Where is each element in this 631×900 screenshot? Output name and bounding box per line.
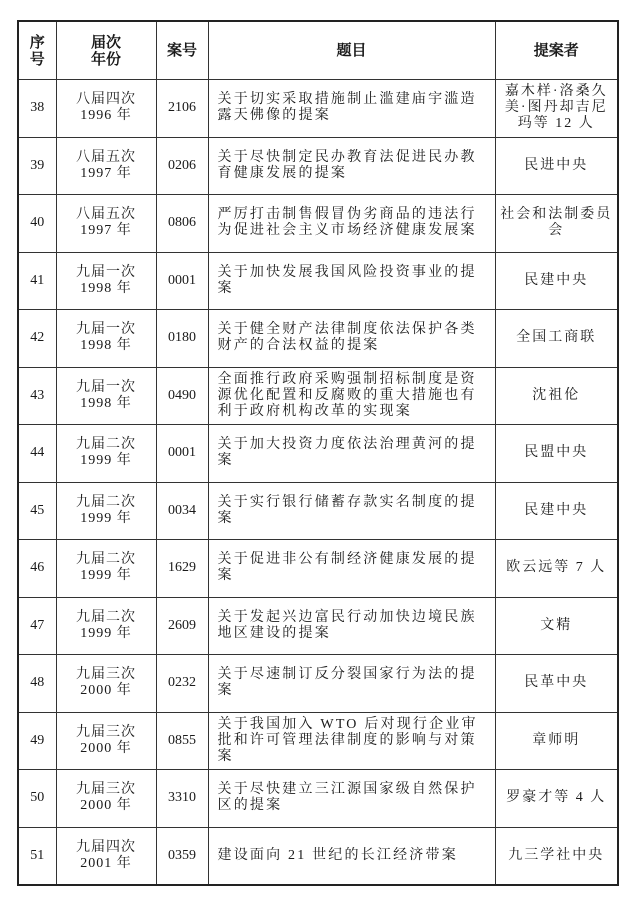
session-year: 1997 年 [80, 165, 132, 181]
header-no-line2: 号 [29, 49, 45, 68]
row-case-no: 0034 [156, 482, 208, 540]
row-proposer: 文精 [495, 597, 618, 655]
header-no-line1: 序 [29, 32, 45, 51]
session-year: 1999 年 [80, 568, 132, 584]
session-label: 九届二次 [76, 609, 136, 625]
row-title: 关于发起兴边富民行动加快边境民族地区建设的提案 [208, 597, 495, 655]
table-row [18, 252, 618, 310]
session-label: 八届四次 [76, 92, 136, 108]
row-no: 44 [18, 425, 56, 483]
row-proposer: 民革中央 [495, 655, 618, 713]
header-case-no: 案号 [156, 21, 208, 80]
row-session [56, 712, 156, 770]
table-row [18, 137, 618, 195]
row-session [56, 655, 156, 713]
session-label: 八届五次 [76, 207, 136, 223]
session-year: 2000 年 [80, 740, 132, 756]
session-year: 1999 年 [80, 510, 132, 526]
session-year: 1999 年 [80, 625, 132, 641]
row-proposer: 罗豪才等 4 人 [495, 770, 618, 828]
table-row [18, 655, 618, 713]
row-proposer: 民进中央 [495, 137, 618, 195]
table-row [18, 540, 618, 598]
session-label: 九届一次 [76, 322, 136, 338]
table-row [18, 425, 618, 483]
row-title: 关于促进非公有制经济健康发展的提案 [208, 540, 495, 598]
row-title: 严厉打击制售假冒伪劣商品的违法行为促进社会主义市场经济健康发展案 [208, 195, 495, 253]
session-label: 九届三次 [76, 782, 136, 798]
table-row [18, 367, 618, 425]
row-session [56, 137, 156, 195]
row-no: 41 [18, 252, 56, 310]
table-row [18, 827, 618, 885]
row-title: 关于加大投资力度依法治理黄河的提案 [208, 425, 495, 483]
row-no: 51 [18, 827, 56, 885]
row-case-no: 2106 [156, 80, 208, 138]
row-case-no: 0001 [156, 252, 208, 310]
row-title: 关于尽速制订反分裂国家行为法的提案 [208, 655, 495, 713]
row-proposer: 社会和法制委员会 [495, 195, 618, 253]
row-session [56, 80, 156, 138]
row-session [56, 770, 156, 828]
row-title: 关于实行银行储蓄存款实名制度的提案 [208, 482, 495, 540]
session-year: 1997 年 [80, 223, 132, 239]
session-year: 1998 年 [80, 338, 132, 354]
row-no: 38 [18, 80, 56, 138]
row-case-no: 0001 [156, 425, 208, 483]
session-label: 九届一次 [76, 379, 136, 395]
header-proposer: 提案者 [495, 21, 618, 80]
header-session [56, 21, 156, 80]
row-no: 39 [18, 137, 56, 195]
table-row [18, 80, 618, 138]
table-header-row [18, 21, 618, 80]
session-label: 九届二次 [76, 494, 136, 510]
row-case-no: 0855 [156, 712, 208, 770]
table-row [18, 482, 618, 540]
row-no: 42 [18, 310, 56, 368]
row-title: 关于加快发展我国风险投资事业的提案 [208, 252, 495, 310]
row-title: 关于我国加入 WTO 后对现行企业审批和许可管理法律制度的影响与对策案 [208, 712, 495, 770]
row-title: 关于健全财产法律制度依法保护各类财产的合法权益的提案 [208, 310, 495, 368]
row-no: 40 [18, 195, 56, 253]
row-title: 全面推行政府采购强制招标制度是资源优化配置和反腐败的重大措施也有利于政府机构改革的实现案 [208, 367, 495, 425]
row-proposer: 全国工商联 [495, 310, 618, 368]
row-proposer: 欧云远等 7 人 [495, 540, 618, 598]
session-label: 九届一次 [76, 264, 136, 280]
row-no: 50 [18, 770, 56, 828]
row-no: 43 [18, 367, 56, 425]
session-year: 1998 年 [80, 395, 132, 411]
row-proposer: 九三学社中央 [495, 827, 618, 885]
row-case-no: 0206 [156, 137, 208, 195]
session-year: 1998 年 [80, 280, 132, 296]
row-title: 关于尽快建立三江源国家级自然保护区的提案 [208, 770, 495, 828]
row-proposer: 民建中央 [495, 252, 618, 310]
session-label: 九届二次 [76, 552, 136, 568]
session-year: 1996 年 [80, 108, 132, 124]
row-case-no: 0180 [156, 310, 208, 368]
row-case-no: 3310 [156, 770, 208, 828]
session-year: 2000 年 [80, 683, 132, 699]
header-title: 题目 [208, 21, 495, 80]
row-session [56, 367, 156, 425]
row-proposer: 沈祖伦 [495, 367, 618, 425]
row-title: 建设面向 21 世纪的长江经济带案 [208, 827, 495, 885]
row-case-no: 0490 [156, 367, 208, 425]
row-case-no: 2609 [156, 597, 208, 655]
table-row [18, 310, 618, 368]
row-session [56, 482, 156, 540]
row-session [56, 252, 156, 310]
session-label: 九届四次 [76, 839, 136, 855]
row-case-no: 0359 [156, 827, 208, 885]
session-year: 1999 年 [80, 453, 132, 469]
header-session-line2: 年份 [90, 49, 121, 68]
row-title: 关于切实采取措施制止滥建庙宇滥造露天佛像的提案 [208, 80, 495, 138]
row-session [56, 425, 156, 483]
session-label: 九届二次 [76, 437, 136, 453]
row-proposer: 民盟中央 [495, 425, 618, 483]
session-year: 2000 年 [80, 798, 132, 814]
row-no: 47 [18, 597, 56, 655]
row-title: 关于尽快制定民办教育法促进民办教育健康发展的提案 [208, 137, 495, 195]
proposals-table [17, 20, 619, 886]
row-proposer: 章师明 [495, 712, 618, 770]
row-proposer: 嘉木样·洛桑久美·图丹却吉尼玛等 12 人 [495, 80, 618, 138]
session-label: 九届三次 [76, 667, 136, 683]
row-case-no: 0806 [156, 195, 208, 253]
row-case-no: 1629 [156, 540, 208, 598]
row-no: 49 [18, 712, 56, 770]
row-session [56, 195, 156, 253]
header-session-line1: 届次 [90, 32, 121, 51]
table-row [18, 597, 618, 655]
row-session [56, 540, 156, 598]
table-row [18, 712, 618, 770]
header-no [18, 21, 56, 80]
row-no: 45 [18, 482, 56, 540]
row-case-no: 0232 [156, 655, 208, 713]
row-no: 46 [18, 540, 56, 598]
table-row [18, 770, 618, 828]
row-no: 48 [18, 655, 56, 713]
row-proposer: 民建中央 [495, 482, 618, 540]
session-year: 2001 年 [80, 855, 132, 871]
session-label: 九届三次 [76, 724, 136, 740]
row-session [56, 597, 156, 655]
table-row [18, 195, 618, 253]
row-session [56, 310, 156, 368]
table-body [18, 80, 618, 886]
row-session [56, 827, 156, 885]
session-label: 八届五次 [76, 149, 136, 165]
